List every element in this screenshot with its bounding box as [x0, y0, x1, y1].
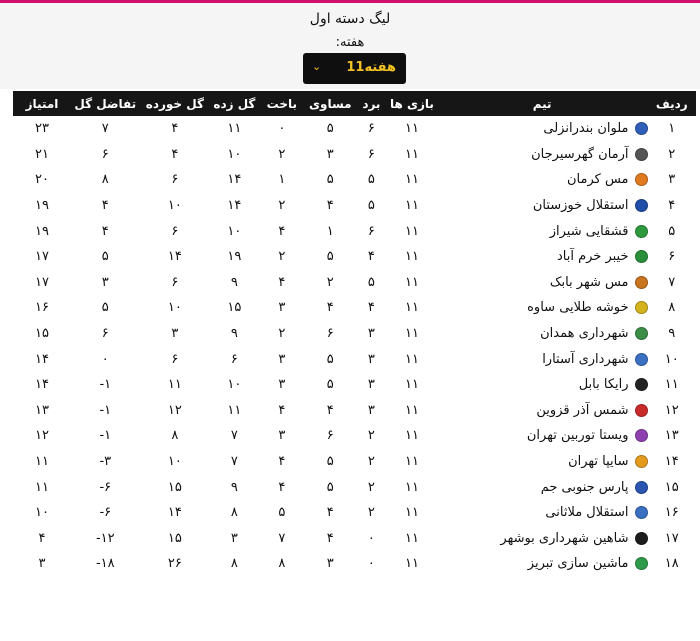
cell-pts: ۱۴: [35, 377, 49, 393]
team-cell: [437, 474, 648, 500]
team-cell: [437, 193, 648, 219]
team-name: شمس آذر قزوین: [536, 402, 629, 418]
table-row: [13, 244, 696, 270]
cell-played: ۱۱: [404, 428, 419, 444]
cell-lost: ۴: [278, 402, 286, 418]
team-logo-icon: [635, 276, 648, 289]
cell-lost: ۱: [278, 172, 286, 188]
cell-rank: ۲: [668, 146, 676, 162]
cell-pts: ۱۹: [35, 223, 49, 239]
cell-played: ۱۱: [404, 326, 419, 342]
cell-gd: ۵: [101, 249, 109, 265]
col-header-gf: گل زده: [213, 96, 256, 111]
table-row: [13, 218, 696, 244]
team-logo-icon: [635, 122, 648, 135]
cell-drawn: ۴: [326, 505, 334, 521]
cell-lost: ۴: [278, 274, 286, 290]
table-row: [13, 295, 696, 321]
cell-gf: ۳: [230, 530, 238, 546]
cell-won: ۵: [367, 274, 375, 290]
standings-body: [13, 116, 696, 577]
cell-won: ۴: [367, 249, 375, 265]
cell-won: ۶: [367, 223, 375, 239]
cell-pts: ۲۰: [35, 172, 49, 188]
week-label: هفته:: [335, 35, 365, 50]
cell-lost: ۴: [278, 454, 286, 470]
col-header-played: بازی ها: [389, 96, 434, 111]
cell-ga: ۴: [171, 146, 179, 162]
cell-played: ۱۱: [404, 556, 419, 572]
table-row: [13, 372, 696, 398]
cell-played: ۱۱: [404, 249, 419, 265]
cell-gd: ۱-: [99, 428, 112, 444]
cell-pts: ۱۷: [35, 249, 49, 265]
team-wrap: [437, 147, 648, 162]
table-row: [13, 551, 696, 577]
table-row: [13, 346, 696, 372]
week-select-value: هفته11: [346, 60, 396, 75]
team-logo-icon: [635, 506, 648, 519]
team-logo-icon: [635, 148, 648, 161]
team-cell: [437, 244, 648, 270]
cell-drawn: ۶: [326, 428, 334, 444]
table-row: [13, 321, 696, 347]
cell-rank: ۱۳: [664, 428, 679, 444]
team-cell: [437, 295, 648, 321]
team-cell: [437, 551, 648, 577]
cell-gf: ۱۵: [227, 300, 242, 316]
col-header-ga: گل خورده: [145, 96, 204, 111]
table-row: [13, 270, 696, 296]
cell-lost: ۴: [278, 223, 286, 239]
cell-gd: ۴: [101, 198, 109, 214]
team-logo-icon: [635, 429, 648, 442]
team-wrap: [437, 326, 648, 341]
team-wrap: [437, 121, 648, 136]
team-name: استقلال ملاثانی: [545, 505, 629, 521]
cell-won: ۳: [367, 351, 375, 367]
cell-ga: ۱۵: [167, 479, 182, 495]
cell-lost: ۵: [278, 505, 286, 521]
cell-drawn: ۵: [326, 121, 334, 137]
cell-rank: ۴: [668, 198, 676, 214]
team-wrap: [437, 556, 648, 571]
cell-ga: ۶: [171, 223, 179, 239]
team-cell: [437, 167, 648, 193]
chevron-down-icon: ⌄: [312, 60, 322, 73]
cell-ga: ۱۴: [167, 249, 182, 265]
cell-played: ۱۱: [404, 454, 419, 470]
team-wrap: [437, 428, 648, 443]
cell-drawn: ۵: [326, 377, 334, 393]
team-cell: [437, 218, 648, 244]
cell-gd: ۱-: [99, 402, 112, 418]
cell-gd: ۳-: [99, 454, 112, 470]
team-name: قشقایی شیراز: [549, 223, 629, 239]
cell-played: ۱۱: [404, 402, 419, 418]
cell-won: ۶: [367, 146, 375, 162]
cell-rank: ۱۷: [664, 530, 679, 546]
cell-drawn: ۱: [326, 223, 334, 239]
cell-gd: ۱۸-: [95, 556, 115, 572]
cell-played: ۱۱: [404, 198, 419, 214]
cell-gd: ۷: [101, 121, 109, 137]
cell-rank: ۸: [668, 300, 676, 316]
cell-drawn: ۵: [326, 351, 334, 367]
team-wrap: [437, 172, 648, 187]
team-name: ماشین سازی تبریز: [527, 556, 629, 572]
cell-ga: ۸: [171, 428, 179, 444]
team-cell: [437, 321, 648, 347]
cell-won: ۵: [367, 172, 375, 188]
cell-pts: ۱۲: [35, 428, 49, 444]
cell-ga: ۶: [171, 172, 179, 188]
team-cell: [437, 116, 648, 142]
team-wrap: [437, 249, 648, 264]
cell-lost: ۴: [278, 479, 286, 495]
cell-ga: ۱۰: [167, 300, 182, 316]
team-cell: [437, 526, 648, 552]
cell-played: ۱۱: [404, 172, 419, 188]
cell-gf: ۹: [230, 479, 238, 495]
table-row: [13, 142, 696, 168]
cell-gf: ۸: [230, 556, 238, 572]
cell-pts: ۱۴: [35, 351, 49, 367]
team-cell: [437, 270, 648, 296]
team-name: ویستا توربین تهران: [526, 428, 629, 444]
cell-pts: ۲۳: [35, 121, 49, 137]
table-row: [13, 423, 696, 449]
table-row: [13, 193, 696, 219]
team-cell: [437, 142, 648, 168]
cell-rank: ۱۱: [664, 377, 679, 393]
cell-ga: ۴: [171, 121, 179, 137]
cell-played: ۱۱: [404, 300, 419, 316]
cell-drawn: ۶: [326, 326, 334, 342]
team-name: آرمان گهرسیرجان: [531, 146, 629, 162]
team-name: پارس جنوبی جم: [540, 479, 629, 495]
cell-rank: ۶: [668, 249, 676, 265]
cell-ga: ۶: [171, 274, 179, 290]
cell-rank: ۱۰: [664, 351, 679, 367]
cell-gd: ۱۲-: [95, 530, 115, 546]
cell-pts: ۳: [38, 556, 46, 572]
cell-won: ۲: [367, 505, 375, 521]
cell-gf: ۱۴: [227, 172, 242, 188]
cell-rank: ۳: [668, 172, 676, 188]
col-header-team: تیم: [532, 96, 552, 111]
cell-gf: ۱۰: [227, 146, 242, 162]
cell-gf: ۱۹: [227, 249, 242, 265]
cell-lost: ۳: [278, 377, 286, 393]
cell-ga: ۱۰: [167, 454, 182, 470]
team-wrap: [437, 352, 648, 367]
cell-gf: ۱۰: [227, 223, 242, 239]
cell-lost: ۰: [278, 121, 286, 137]
team-name: سایپا تهران: [568, 454, 629, 470]
cell-gf: ۷: [230, 428, 238, 444]
cell-pts: ۱۶: [35, 300, 49, 316]
team-cell: [437, 372, 648, 398]
team-name: خیبر خرم آباد: [556, 249, 629, 265]
cell-ga: ۱۰: [167, 198, 182, 214]
team-cell: [437, 423, 648, 449]
table-row: [13, 474, 696, 500]
cell-rank: ۹: [668, 326, 676, 342]
cell-pts: ۱۳: [35, 402, 49, 418]
cell-pts: ۴: [38, 530, 46, 546]
col-header-pts: امتیاز: [25, 96, 59, 111]
cell-gf: ۶: [230, 351, 238, 367]
table-row: [13, 449, 696, 475]
col-header-rank: ردیف: [655, 96, 688, 111]
cell-lost: ۲: [278, 198, 286, 214]
league-title: لیگ دسته اول: [309, 11, 391, 27]
cell-gf: ۷: [230, 454, 238, 470]
team-wrap: [437, 300, 648, 315]
cell-drawn: ۴: [326, 198, 334, 214]
team-logo-icon: [635, 199, 648, 212]
cell-rank: ۱۴: [664, 454, 679, 470]
cell-gd: ۶: [101, 146, 109, 162]
cell-rank: ۵: [668, 223, 676, 239]
team-logo-icon: [635, 327, 648, 340]
table-row: [13, 500, 696, 526]
cell-ga: ۳: [171, 326, 179, 342]
cell-pts: ۱۷: [35, 274, 49, 290]
team-name: شاهین شهرداری بوشهر: [500, 530, 629, 546]
team-logo-icon: [635, 455, 648, 468]
cell-played: ۱۱: [404, 530, 419, 546]
cell-played: ۱۱: [404, 274, 419, 290]
cell-gf: ۱۰: [227, 377, 242, 393]
cell-rank: ۱۲: [664, 402, 679, 418]
cell-lost: ۳: [278, 300, 286, 316]
col-header-gd: تفاضل گل: [74, 96, 137, 111]
team-logo-icon: [635, 225, 648, 238]
cell-gf: ۹: [230, 326, 238, 342]
table-header-row: [13, 91, 696, 116]
cell-gd: ۱-: [99, 377, 112, 393]
cell-pts: ۱۱: [35, 454, 49, 470]
cell-won: ۳: [367, 377, 375, 393]
team-name: استقلال خوزستان: [532, 198, 629, 214]
cell-lost: ۳: [278, 351, 286, 367]
cell-won: ۰: [367, 530, 375, 546]
team-wrap: [437, 224, 648, 239]
team-wrap: [437, 198, 648, 213]
cell-ga: ۱۲: [167, 402, 182, 418]
cell-pts: ۲۱: [35, 146, 49, 162]
team-wrap: [437, 377, 648, 392]
standings-table: [13, 91, 696, 577]
cell-rank: ۱۶: [664, 505, 679, 521]
cell-lost: ۲: [278, 249, 286, 265]
team-wrap: [437, 403, 648, 418]
cell-pts: ۱۵: [35, 326, 49, 342]
cell-rank: ۷: [668, 274, 676, 290]
cell-drawn: ۲: [326, 274, 334, 290]
team-logo-icon: [635, 404, 648, 417]
cell-gd: ۳: [101, 274, 109, 290]
team-name: ملوان بندرانزلی: [543, 121, 629, 137]
cell-lost: ۲: [278, 146, 286, 162]
table-row: [13, 526, 696, 552]
cell-drawn: ۵: [326, 249, 334, 265]
team-name: خوشه طلایی ساوه: [527, 300, 629, 316]
cell-lost: ۸: [278, 556, 286, 572]
cell-drawn: ۵: [326, 479, 334, 495]
cell-ga: ۲۶: [167, 556, 182, 572]
cell-gf: ۱۱: [227, 402, 242, 418]
team-logo-icon: [635, 532, 648, 545]
team-cell: [437, 500, 648, 526]
cell-ga: ۱۱: [167, 377, 182, 393]
cell-gf: ۸: [230, 505, 238, 521]
col-header-won: برد: [362, 96, 381, 111]
team-logo-icon: [635, 481, 648, 494]
team-logo-icon: [635, 557, 648, 570]
team-name: رایکا بابل: [578, 377, 629, 393]
cell-drawn: ۵: [326, 172, 334, 188]
cell-played: ۱۱: [404, 505, 419, 521]
cell-drawn: ۳: [326, 146, 334, 162]
cell-gd: ۶: [101, 326, 109, 342]
cell-played: ۱۱: [404, 146, 419, 162]
team-wrap: [437, 531, 648, 546]
cell-pts: ۱۰: [35, 505, 49, 521]
cell-won: ۳: [367, 402, 375, 418]
cell-drawn: ۵: [326, 454, 334, 470]
col-header-drawn: مساوی: [308, 96, 352, 111]
cell-gf: ۹: [230, 274, 238, 290]
cell-lost: ۳: [278, 428, 286, 444]
cell-played: ۱۱: [404, 479, 419, 495]
cell-played: ۱۱: [404, 377, 419, 393]
cell-ga: ۱۴: [167, 505, 182, 521]
cell-gf: ۱۴: [227, 198, 242, 214]
cell-won: ۴: [367, 300, 375, 316]
team-cell: [437, 449, 648, 475]
team-name: شهرداری همدان: [540, 326, 629, 342]
cell-pts: ۱۱: [35, 479, 49, 495]
team-cell: [437, 346, 648, 372]
cell-pts: ۱۹: [35, 198, 49, 214]
cell-drawn: ۳: [326, 556, 334, 572]
cell-lost: ۷: [278, 530, 286, 546]
cell-won: ۲: [367, 454, 375, 470]
cell-ga: ۱۵: [167, 530, 182, 546]
cell-rank: ۱: [668, 121, 676, 137]
team-wrap: [437, 454, 648, 469]
cell-gd: ۰: [101, 351, 109, 367]
team-logo-icon: [635, 301, 648, 314]
cell-gd: ۴: [101, 223, 109, 239]
cell-won: ۵: [367, 198, 375, 214]
week-select[interactable]: [303, 53, 406, 84]
cell-played: ۱۱: [404, 351, 419, 367]
team-wrap: [437, 480, 648, 495]
cell-won: ۶: [367, 121, 375, 137]
cell-drawn: ۴: [326, 402, 334, 418]
team-logo-icon: [635, 378, 648, 391]
cell-gd: ۶-: [99, 505, 112, 521]
team-name: مس شهر بابک: [549, 274, 629, 290]
team-wrap: [437, 275, 648, 290]
table-row: [13, 167, 696, 193]
cell-lost: ۲: [278, 326, 286, 342]
table-row: [13, 398, 696, 424]
team-logo-icon: [635, 353, 648, 366]
league-header: [0, 3, 700, 89]
cell-rank: ۱۸: [664, 556, 679, 572]
cell-played: ۱۱: [404, 121, 419, 137]
cell-won: ۲: [367, 428, 375, 444]
cell-ga: ۶: [171, 351, 179, 367]
cell-played: ۱۱: [404, 223, 419, 239]
team-logo-icon: [635, 173, 648, 186]
team-logo-icon: [635, 250, 648, 263]
team-name: مس کرمان: [567, 172, 629, 188]
cell-drawn: ۴: [326, 300, 334, 316]
team-wrap: [437, 505, 648, 520]
team-cell: [437, 398, 648, 424]
table-row: [13, 116, 696, 142]
cell-gd: ۸: [101, 172, 109, 188]
cell-rank: ۱۵: [664, 479, 679, 495]
cell-gf: ۱۱: [227, 121, 242, 137]
cell-won: ۳: [367, 326, 375, 342]
team-name: شهرداری آستارا: [542, 351, 629, 367]
cell-won: ۲: [367, 479, 375, 495]
cell-drawn: ۴: [326, 530, 334, 546]
col-header-lost: باخت: [266, 96, 297, 111]
cell-won: ۰: [367, 556, 375, 572]
cell-gd: ۵: [101, 300, 109, 316]
cell-gd: ۶-: [99, 479, 112, 495]
